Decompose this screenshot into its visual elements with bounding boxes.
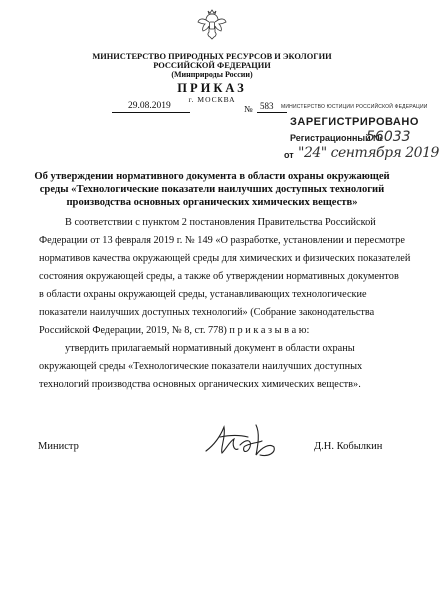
russian-coat-of-arms-icon — [197, 8, 227, 40]
date-underline — [112, 112, 190, 113]
signature-icon — [200, 415, 292, 465]
signer-name: Д.Н. Кобылкин — [314, 441, 383, 452]
document-title-line: Об утверждении нормативного документа в области охраны окружающей — [34, 171, 390, 182]
body-line: показатели наилучших доступных технологий» (Собрание законодательства — [39, 307, 375, 318]
body-line: Российской Федерации, 2019, № 8, ст. 778) п р и к а з ы в а ю: — [39, 325, 310, 336]
stamp-registered: ЗАРЕГИСТРИРОВАНО — [290, 116, 419, 128]
stamp-heading: МИНИСТЕРСТВО ЮСТИЦИИ РОССИЙСКОЙ ФЕДЕРАЦИИ — [281, 104, 428, 110]
order-date: 29.08.2019 — [128, 101, 171, 111]
ministry-name-line1: МИНИСТЕРСТВО ПРИРОДНЫХ РЕСУРСОВ И ЭКОЛОГИИ — [92, 52, 332, 61]
body-line: технологий производства основных органических химических веществ». — [39, 379, 361, 390]
body-line: в области охраны окружающей среды, устанавливающих технологические — [39, 289, 367, 300]
body-line: окружающей среды «Технологические показатели наилучших доступных — [39, 361, 363, 372]
body-line: нормативов качества окружающей среды для химических и физических показателей — [39, 253, 411, 264]
order-number: 583 — [260, 101, 274, 111]
signer-position: Министр — [38, 441, 79, 452]
document-type: ПРИКАЗ — [177, 81, 247, 95]
number-sign: № — [244, 104, 253, 114]
ministry-short-name: (Минприроды России) — [171, 70, 253, 79]
body-line: состояния окружающей среды, а также об утверждении нормативных документов — [39, 271, 399, 282]
body-line: утвердить прилагаемый нормативный документ в области охраны — [65, 343, 355, 354]
ministry-name-line2: РОССИЙСКОЙ ФЕДЕРАЦИИ — [153, 61, 271, 70]
city-label: г. МОСКВА — [188, 95, 236, 104]
stamp-reg-number: 56033 — [366, 129, 411, 145]
stamp-reg-number-label: Регистрационный № — [290, 133, 384, 143]
body-line: В соответствии с пунктом 2 постановления Правительства Российской — [65, 217, 376, 228]
stamp-date-prefix: от — [284, 150, 294, 160]
stamp-reg-date: "24" сентября 2019 — [298, 145, 439, 161]
body-line: Федерации от 13 февраля 2019 г. № 149 «О разработке, установлении и пересмотре — [39, 235, 405, 246]
document-title-line: производства основных органических химических веществ» — [66, 197, 358, 208]
document-title-line: среды «Технологические показатели наилучших доступных технологий — [39, 184, 385, 195]
registration-stamp — [281, 104, 439, 164]
